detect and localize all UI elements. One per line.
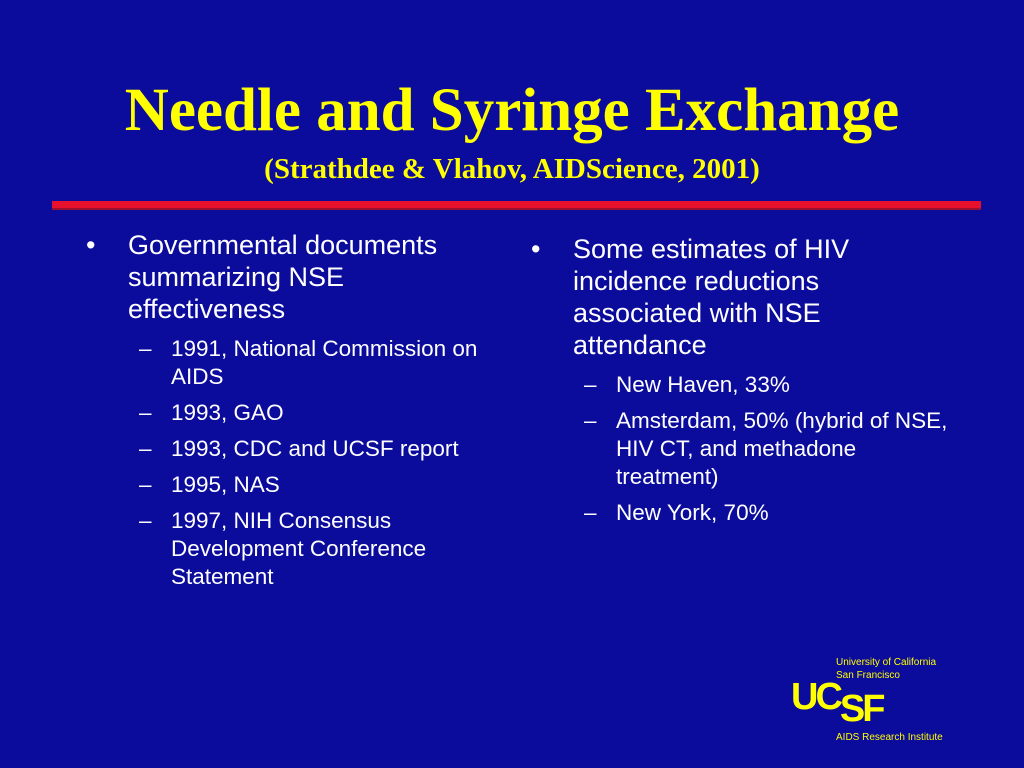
dash-icon: –: [139, 400, 152, 425]
left-main-bullet-text: Governmental documents summarizing NSE effectiveness: [128, 230, 438, 324]
left-sub-list: [86, 335, 506, 591]
left-column: [86, 229, 506, 591]
right-main-bullet-text: Some estimates of HIV incidence reductions associated with NSE attendance: [573, 234, 850, 360]
right-column: [531, 233, 951, 527]
dash-icon: –: [139, 336, 152, 361]
list-item: – 1995, NAS: [139, 472, 280, 497]
slide-title: Needle and Syringe Exchange: [124, 77, 900, 144]
dash-icon: –: [139, 508, 152, 533]
title-divider: [52, 201, 981, 208]
ucsf-logo: UCSF: [791, 676, 883, 730]
logo-university-name: University of California San Francisco: [836, 657, 937, 681]
slide-subtitle: (Strathdee & Vlahov, AIDScience, 2001): [264, 153, 760, 185]
list-item: – 1993, CDC and UCSF report: [139, 436, 459, 461]
right-sub-list: [531, 371, 951, 527]
dash-icon: –: [584, 408, 597, 433]
bullet-dot-icon: •: [531, 234, 541, 264]
list-item: – New York, 70%: [584, 500, 769, 525]
dash-icon: –: [584, 372, 597, 397]
list-item: – Amsterdam, 50% (hybrid of NSE, HIV CT, and methadone treatment): [584, 408, 948, 489]
right-main-bullet: [531, 233, 951, 361]
dash-icon: –: [139, 472, 152, 497]
logo-institute-name: AIDS Research Institute: [836, 732, 943, 743]
list-item: – New Haven, 33%: [584, 372, 790, 397]
list-item: – 1993, GAO: [139, 400, 284, 425]
dash-icon: –: [584, 500, 597, 525]
dash-icon: –: [139, 436, 152, 461]
list-item: – 1991, National Commission on AIDS: [139, 336, 478, 389]
list-item: – 1997, NIH Consensus Development Conference Statement: [139, 508, 427, 589]
bullet-dot-icon: •: [86, 230, 96, 260]
left-main-bullet: [86, 229, 506, 325]
